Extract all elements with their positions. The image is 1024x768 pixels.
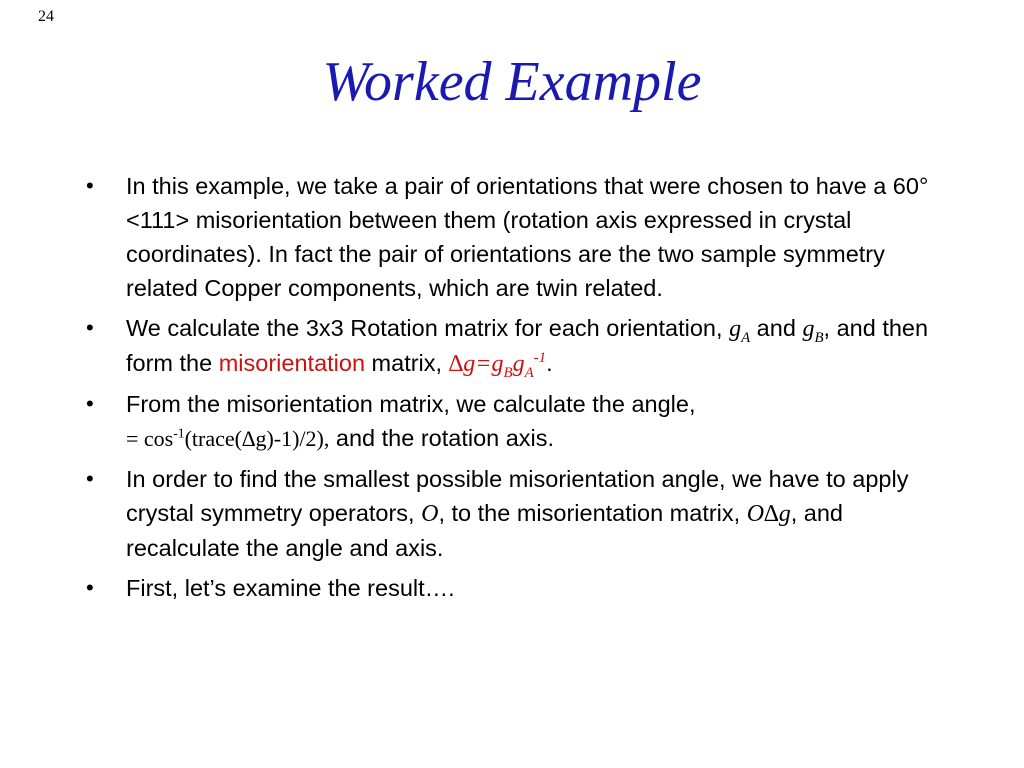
bullet-text: , to the misorientation matrix, [438,500,747,526]
bullet-text: , and recalculate the angle and axis. [126,500,843,561]
bullet-text: and [750,315,803,341]
bullet-item-1 [82,169,962,305]
bullet-dot-icon: • [86,466,94,491]
bullet-dot-icon: • [86,315,94,340]
g-a-symbol: $g_A$ [729,316,751,346]
bullet-text: In this example, we take a pair of orientations that were chosen to have a 60° <111> misorientation between them (rotation axis expressed in crystal coordinates). In fact the pair of orientations are the two sample symmetry related Copper components, which are twin related. [126,173,929,301]
bullet-text: First, let’s examine the result…. [126,575,455,601]
bullet-text: . [546,350,553,376]
operator-product-symbol: O∆g [746,501,791,527]
slide-title: Worked Example [322,51,702,113]
misorientation-highlight: misorientation [218,350,366,376]
bullet-text: We calculate the 3x3 Rotation matrix for each orientation, [126,315,730,341]
bullet-dot-icon: • [86,391,94,416]
bullet-text: From the misorientation matrix, we calculate the angle, [126,391,696,417]
bullet-item-4 [82,462,962,565]
bullet-text: , and then form the [126,315,929,376]
bullet-dot-icon: • [86,173,94,198]
operator-symbol: O [421,501,439,527]
misorientation-formula: $\Delta g=g_Bg_A^{-1}$ [448,350,547,381]
bullet-list [82,169,962,611]
bullet-item-2 [82,311,962,381]
bullet-text: and the rotation axis. [329,425,555,451]
bullet-item-5 [82,571,962,605]
bullet-item-3 [82,387,962,456]
g-b-symbol: $g_B$ [802,316,824,346]
bullet-text: In order to find the smallest possible misorientation angle, we have to apply crystal symmetry operators, [126,466,909,526]
angle-formula: = $\cos^{-1}(trace(\Delta g)-1)/2$), [126,425,330,451]
bullet-dot-icon: • [86,575,94,600]
slide-number: 24 [38,8,54,25]
bullet-text: matrix, [365,350,449,376]
